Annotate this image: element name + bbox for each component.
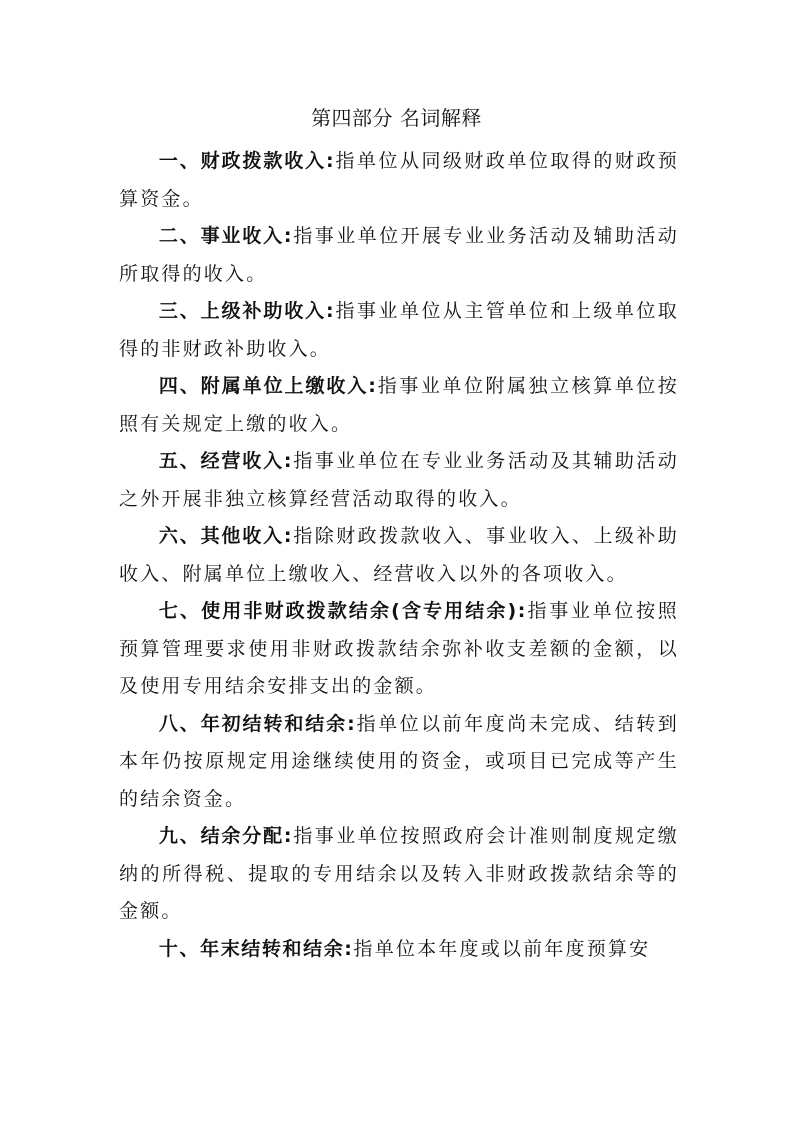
term-definition: 指事业单位开展专业业务活动及辅助活动所取得的收入。 [119, 225, 679, 285]
term-label: 八、年初结转和结余: [158, 712, 357, 735]
term-definition: 指单位以前年度尚未完成、结转到本年仍按原规定用途继续使用的资金，或项目已完成等产生的结余资金。 [119, 712, 679, 810]
term-definition: 指除财政拨款收入、事业收入、上级补助收入、附属单位上缴收入、经营收入以外的各项收入。 [119, 525, 679, 585]
term-label: 二、事业收入: [158, 225, 294, 247]
term-definition: 指单位本年度或以前年度预算安 [353, 937, 651, 960]
definition-entry [119, 443, 679, 518]
term-definition: 指事业单位在专业业务活动及其辅助活动之外开展非独立核算经营活动取得的收入。 [119, 450, 679, 510]
term-label: 五、经营收入: [158, 450, 294, 472]
term-label: 七、使用非财政拨款结余(含专用结余): [158, 600, 527, 622]
definition-entry [119, 593, 679, 706]
definition-entry [119, 818, 679, 931]
term-label: 九、结余分配: [158, 825, 294, 847]
page-title: 第四部分 名词解释 [311, 106, 482, 130]
definition-entry [119, 143, 679, 218]
definition-entry [119, 706, 679, 819]
definition-entry [119, 368, 679, 443]
definition-entry [119, 218, 679, 293]
term-definition: 指事业单位按照预算管理要求使用非财政拨款结余弥补收支差额的金额，以及使用专用结余安排支出的金额。 [119, 600, 679, 697]
term-definition: 指事业单位按照政府会计准则制度规定缴纳的所得税、提取的专用结余以及转入非财政拨款结余等的金额。 [119, 825, 679, 922]
term-definition: 指单位从同级财政单位取得的财政预算资金。 [119, 150, 680, 210]
term-label: 四、附属单位上缴收入: [158, 375, 378, 397]
definition-entry [119, 931, 679, 969]
definition-entry [119, 518, 679, 593]
term-label: 六、其他收入: [158, 525, 294, 547]
term-definition: 指事业单位附属独立核算单位按照有关规定上缴的收入。 [119, 375, 679, 435]
definitions-list [119, 143, 679, 968]
term-label: 一、财政拨款收入: [158, 150, 336, 172]
term-definition: 指事业单位从主管单位和上级单位取得的非财政补助收入。 [119, 300, 680, 360]
definition-entry [119, 293, 679, 368]
term-label: 三、上级补助收入: [158, 300, 336, 322]
term-label: 十、年末结转和结余: [158, 937, 354, 960]
